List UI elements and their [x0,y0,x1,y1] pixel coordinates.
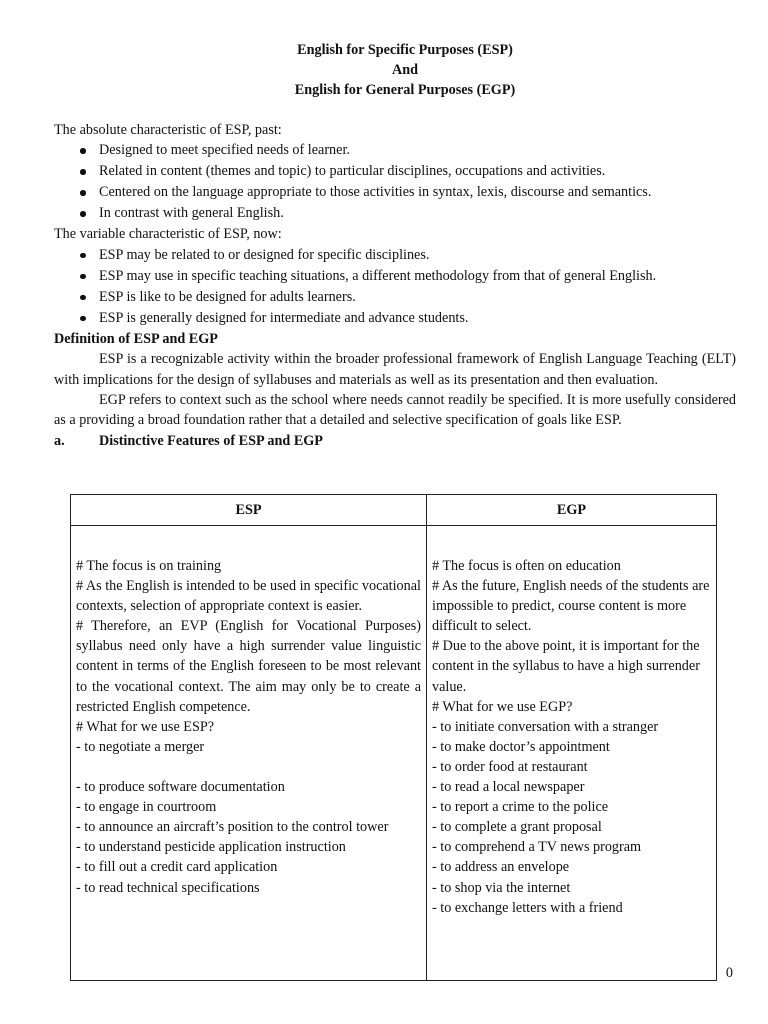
list-item: - to complete a grant proposal [432,819,602,836]
esp-what-for: # What for we use ESP? [76,718,215,735]
page-number: 0 [725,965,733,981]
list-item: - to initiate conversation with a stranger [432,718,659,735]
list-item: - to address an envelope [432,859,570,876]
list-item: - to produce software documentation [76,779,285,796]
title-line-3: English for General Purposes (EGP) [294,82,516,98]
egp-due: # Due to the above point, it is important for the content in the syllabus to have a high surrender value. [432,638,700,695]
egp-focus: # The focus is often on education [432,558,621,574]
list-item: - to order food at restaurant [432,758,588,775]
list-item: - to fill out a credit card application [76,859,278,876]
list-item: - to comprehend a TV news program [432,839,642,856]
esp-context: # As the English is intended to be used in specific vocational contexts, selection of appropriate context is easier. [76,578,421,615]
list-item: - to exchange letters with a friend [432,899,623,916]
list-item: - to report a crime to the police [432,799,609,816]
definition-paragraph-esp: ESP is a recognizable activity within the broader professional framework of English Language Teaching (ELT) with implications for the design of syllabuses and materials as well as its presentation and then evaluation. [54,351,736,388]
list-item: - to shop via the internet [432,879,571,896]
variable-bullet-list [54,245,736,329]
absolute-intro: The absolute characteristic of ESP, past: [54,122,282,138]
list-item: Designed to meet specified needs of learner. [54,140,736,161]
definition-paragraph-egp: EGP refers to context such as the school where needs cannot readily be specified. It is more usefully considered as a providing a broad foundation rather that a detailed and selective specification of goals like ESP. [54,392,736,429]
list-item: - to understand pesticide application instruction [76,839,346,856]
list-item: - to make doctor’s appointment [432,738,610,755]
esp-column-header: ESP [71,495,427,526]
list-item: - to negotiate a merger [76,738,205,755]
list-item: ESP may use in specific teaching situations, a different methodology from that of general English. [54,266,736,287]
list-item: - to engage in courtroom [76,799,217,816]
title-line-2: And [391,62,419,78]
absolute-bullet-list [54,140,736,224]
variable-intro: The variable characteristic of ESP, now: [54,226,282,243]
list-item: ESP may be related to or designed for specific disciplines. [54,245,736,266]
definition-heading: Definition of ESP and EGP [54,330,218,347]
list-item: ESP is generally designed for intermediate and advance students. [54,308,736,329]
egp-cell [427,526,717,981]
esp-therefore: # Therefore, an EVP (English for Vocational Purposes) syllabus need only have a high surrender value linguistic content in terms of the English foreseen to be most relevant to the vocational context. The aim may only be to create a restricted English competence. [76,618,421,715]
list-item: - to announce an aircraft’s position to the control tower [76,819,389,836]
features-letter: a. [54,432,65,449]
list-item: - to read a local newspaper [432,779,585,796]
title-line-1: English for Specific Purposes (ESP) [297,42,513,58]
list-item: - to read technical specifications [76,879,260,896]
list-item: In contrast with general English. [54,203,736,224]
list-item: ESP is like to be designed for adults learners. [54,287,736,308]
list-item: Related in content (themes and topic) to particular disciplines, occupations and activities. [54,161,736,182]
document-page [54,40,736,451]
egp-future: # As the future, English needs of the students are impossible to predict, course content is more difficult to select. [432,578,710,635]
egp-column-header: EGP [427,495,717,526]
list-item: Centered on the language appropriate to those activities in syntax, lexis, discourse and semantics. [54,182,736,203]
esp-focus: # The focus is on training [76,558,222,574]
table-row [71,526,717,981]
document-title [74,40,736,100]
egp-what-for: # What for we use EGP? [432,698,573,715]
features-title: Distinctive Features of ESP and EGP [99,432,323,449]
esp-cell [71,526,427,981]
table-header-row [71,495,717,526]
blank-line [76,757,421,777]
features-heading [54,431,736,451]
comparison-table [70,494,717,981]
